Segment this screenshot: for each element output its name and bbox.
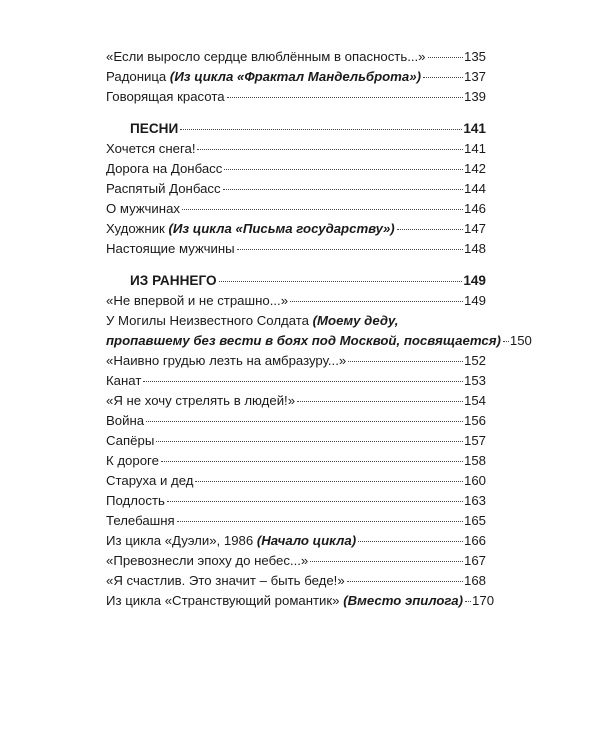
entry-title: Из цикла «Странствующий романтик»	[106, 593, 344, 608]
entry-title: Хочется снега!	[106, 141, 196, 156]
toc-entry[interactable]	[106, 531, 486, 551]
entry-title: «Превознесли эпоху до небес...»	[106, 553, 309, 568]
entry-first-line	[106, 311, 486, 331]
page-number: 152	[463, 353, 486, 368]
entry-title: «Я не хочу стрелять в людей!»	[106, 393, 296, 408]
dot-leader	[156, 441, 463, 442]
page-number: 146	[463, 201, 486, 216]
page-number: 150	[509, 333, 532, 348]
entry-title: «Не впервой и не страшно...»	[106, 293, 289, 308]
page-number: 166	[463, 533, 486, 548]
dot-leader	[347, 581, 463, 582]
toc-entry[interactable]	[106, 491, 486, 511]
entry-note: (Из цикла «Письма государству»)	[168, 221, 395, 236]
dot-leader	[223, 189, 463, 190]
entry-title: Настоящие мужчины	[106, 241, 235, 256]
dot-leader	[180, 129, 462, 130]
dot-leader	[297, 401, 463, 402]
entry-title: Сапёры	[106, 433, 155, 448]
toc-entry[interactable]	[106, 551, 486, 571]
section-title: ИЗ РАННЕГО	[130, 273, 217, 288]
toc-entry[interactable]	[106, 471, 486, 491]
entry-title: Дорога на Донбасс	[106, 161, 223, 176]
spacer	[106, 259, 486, 271]
toc-entry[interactable]	[106, 431, 486, 451]
toc-section-pesni[interactable]	[106, 119, 486, 139]
entry-title: «Если выросло сердце влюблённым в опасность...»	[106, 49, 426, 64]
page-number: 168	[463, 573, 486, 588]
entry-note: (Из цикла «Фрактал Мандельброта»)	[169, 69, 421, 84]
toc-entry[interactable]	[106, 87, 486, 107]
toc-entry[interactable]	[106, 199, 486, 219]
entry-title: Подлость	[106, 493, 165, 508]
dot-leader	[195, 481, 463, 482]
dot-leader	[143, 381, 463, 382]
dot-leader	[224, 169, 463, 170]
dot-leader	[310, 561, 463, 562]
dot-leader	[290, 301, 463, 302]
toc-entry[interactable]	[106, 139, 486, 159]
dot-leader	[167, 501, 463, 502]
toc-entry[interactable]	[106, 371, 486, 391]
toc-entry[interactable]	[106, 451, 486, 471]
entry-title-group	[106, 67, 421, 87]
entry-title: «Наивно грудью лезть на амбразуру...»	[106, 353, 347, 368]
dot-leader	[237, 249, 463, 250]
page-number: 149	[463, 293, 486, 308]
table-of-contents	[106, 47, 532, 611]
toc-entry[interactable]	[106, 239, 486, 259]
dot-leader	[348, 361, 463, 362]
page-number: 165	[463, 513, 486, 528]
dot-leader	[503, 341, 509, 342]
page-number: 144	[463, 181, 486, 196]
dot-leader	[423, 77, 463, 78]
page-number: 153	[463, 373, 486, 388]
entry-title: Из цикла «Дуэли», 1986	[106, 533, 257, 548]
entry-title: Старуха и дед	[106, 473, 194, 488]
entry-title: О мужчинах	[106, 201, 180, 216]
dot-leader	[358, 541, 463, 542]
page-number: 141	[463, 121, 486, 136]
entry-note-continued: пропавшему без вести в боях под Москвой, посвящается)	[106, 333, 501, 348]
entry-title: Канат	[106, 373, 142, 388]
toc-group	[106, 291, 486, 311]
toc-entry[interactable]	[106, 291, 486, 311]
entry-title-group	[106, 531, 356, 551]
entry-title-group	[106, 219, 395, 239]
toc-entry[interactable]	[106, 67, 486, 87]
page-number: 149	[463, 273, 486, 288]
toc-entry[interactable]	[106, 511, 486, 531]
dot-leader	[182, 209, 463, 210]
toc-entry[interactable]	[106, 179, 486, 199]
page-number: 135	[463, 49, 486, 64]
toc-entry-wrapped[interactable]	[106, 311, 532, 351]
toc-group	[106, 47, 486, 107]
page-number: 139	[463, 89, 486, 104]
entry-title: Телебашня	[106, 513, 175, 528]
dot-leader	[397, 229, 463, 230]
dot-leader	[465, 601, 471, 602]
page-number: 160	[463, 473, 486, 488]
toc-entry[interactable]	[106, 219, 486, 239]
dot-leader	[177, 521, 463, 522]
entry-note: (Начало цикла)	[256, 533, 357, 548]
section-title: ПЕСНИ	[130, 121, 179, 136]
toc-entry[interactable]	[106, 391, 486, 411]
entry-title: «Я счастлив. Это значит – быть беде!»	[106, 573, 345, 588]
toc-group	[106, 351, 495, 611]
dot-leader	[227, 97, 463, 98]
entry-title: Распятый Донбасс	[106, 181, 221, 196]
toc-entry[interactable]	[106, 351, 486, 371]
entry-title: У Могилы Неизвестного Солдата	[106, 313, 313, 328]
page-number: 142	[463, 161, 486, 176]
dot-leader	[428, 57, 463, 58]
toc-entry[interactable]	[106, 47, 486, 67]
dot-leader	[146, 421, 463, 422]
page-number: 170	[472, 593, 495, 608]
entry-last-line	[106, 331, 532, 351]
entry-title: Говорящая красота	[106, 89, 225, 104]
page-number: 167	[463, 553, 486, 568]
page-number: 137	[463, 69, 486, 84]
entry-title: Война	[106, 413, 145, 428]
entry-title: Радоница	[106, 69, 170, 84]
toc-entry[interactable]	[106, 571, 486, 591]
toc-entry[interactable]	[106, 411, 486, 431]
entry-note: (Моему деду,	[312, 313, 399, 328]
dot-leader	[161, 461, 463, 462]
toc-entry[interactable]	[106, 591, 495, 611]
entry-title: Художник	[106, 221, 169, 236]
dot-leader	[197, 149, 463, 150]
entry-title-group	[106, 591, 463, 611]
page-number: 154	[463, 393, 486, 408]
page-number: 147	[463, 221, 486, 236]
page-number: 163	[463, 493, 486, 508]
toc-group	[106, 139, 486, 259]
entry-note: (Вместо эпилога)	[343, 593, 464, 608]
toc-entry[interactable]	[106, 159, 486, 179]
toc-section-rannee[interactable]	[106, 271, 486, 291]
page-number: 141	[463, 141, 486, 156]
entry-title: К дороге	[106, 453, 159, 468]
page-number: 156	[463, 413, 486, 428]
spacer	[106, 107, 486, 119]
dot-leader	[219, 281, 463, 282]
page-number: 158	[463, 453, 486, 468]
page-number: 157	[463, 433, 486, 448]
page-number: 148	[463, 241, 486, 256]
